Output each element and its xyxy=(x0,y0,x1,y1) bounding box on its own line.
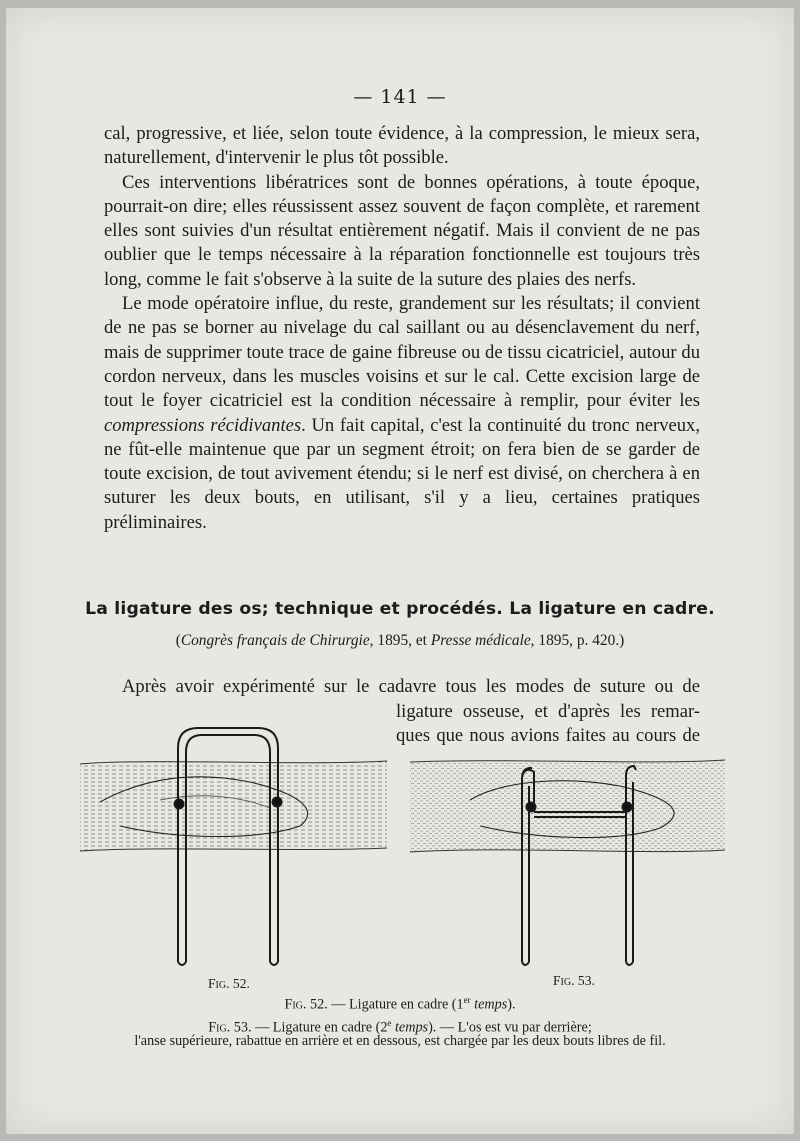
citation-open: ( xyxy=(175,632,181,649)
caption-1-sup-num: 1 xyxy=(456,996,464,1013)
caption-2-prefix: Fig. 53. xyxy=(208,1019,252,1036)
caption-1-italic: temps xyxy=(470,996,508,1013)
caption-2-suffix: ). — L'os est vu par derrière; xyxy=(428,1019,592,1036)
paragraph-2: Ces interventions libératrices sont de bonnes opérations, à toute époque, pourrait-on dire; elles réussissent assez souvent de façon complète, et rarement elles sont suivies d'un résultat entièrement négatif. Mais il convient de ne pas oublier que le temps nécessaire à la réparation fonctionnelle est toujours très long, comme le fait s'observe à la suite de la suture des plaies des nerfs. xyxy=(104,171,700,290)
fig53-bone xyxy=(410,760,725,852)
caption-1-prefix: Fig. 52. xyxy=(284,996,328,1013)
paragraph-3-end: . Un fait capital, c'est la continuité du tronc nerveux, ne fût-elle maintenue que par un segment étroit; on fera bien de se garder de toute excision, de tout avivement étendu; si le nerf est divisé, on cherchera à en suturer les deux bouts, en utilisant, s'il y a lieu, certaines pratiques préliminaires. xyxy=(104,414,700,533)
page-number: — 141 — xyxy=(353,86,447,108)
fig53-label: Fig. 53. xyxy=(553,973,595,988)
caption-2-superscript: e xyxy=(387,1018,392,1028)
intro-line-2: ligature osseuse, et d'après les remar- xyxy=(396,700,700,722)
citation-mid-1: , 1895, et xyxy=(369,632,431,649)
caption-1-text: — Ligature en cadre ( xyxy=(327,996,457,1013)
paragraph-3-start: Le mode opératoire influe, du reste, grandement sur les résultats; il convient de ne pas se borner au nivelage du cal saillant ou au désenclavement du nerf, mais de supprimer toute trace de gaine fibreuse ou de tissu cicatriciel, autour du cordon nerveux, dans les muscles voisins et sur le cal. Cette excision large de tout le foyer cicatriciel est la condition nécessaire à remplir, pour éviter les xyxy=(104,293,700,412)
figure-caption-2-line-2: l'anse supérieure, rabattue en arrière et en dessous, est chargée par les deux bouts libres de fil. xyxy=(134,1033,666,1049)
paragraph-3-emphasis: compressions récidivantes xyxy=(104,414,302,436)
caption-1-superscript: er xyxy=(463,995,471,1005)
citation-mid-2: , 1895, p. 420.) xyxy=(530,632,625,649)
section-heading: La ligature des os; technique et procédés. La ligature en cadre. xyxy=(85,599,715,619)
paragraph-1: cal, progressive, et liée, selon toute évidence, à la compression, le mieux sera, naturellement, d'intervenir le plus tôt possible. xyxy=(104,123,700,169)
caption-2-italic: temps xyxy=(391,1019,429,1036)
citation-journal-1: Congrès français de Chirurgie xyxy=(180,632,370,649)
intro-line-3: ques que nous avions faites au cours de xyxy=(396,725,700,746)
fig52-bone xyxy=(80,761,387,851)
caption-2-text: — Ligature en cadre ( xyxy=(251,1019,381,1036)
caption-2-sup-num: 2 xyxy=(380,1019,388,1036)
intro-line-1: Après avoir expérimenté sur le cadavre tous les modes de suture ou de xyxy=(122,676,700,697)
figure-caption-1 xyxy=(0,995,800,1014)
fig52-label: Fig. 52. xyxy=(208,976,250,991)
caption-1-suffix: ). xyxy=(507,996,516,1013)
citation-journal-2: Presse médicale xyxy=(430,632,531,649)
